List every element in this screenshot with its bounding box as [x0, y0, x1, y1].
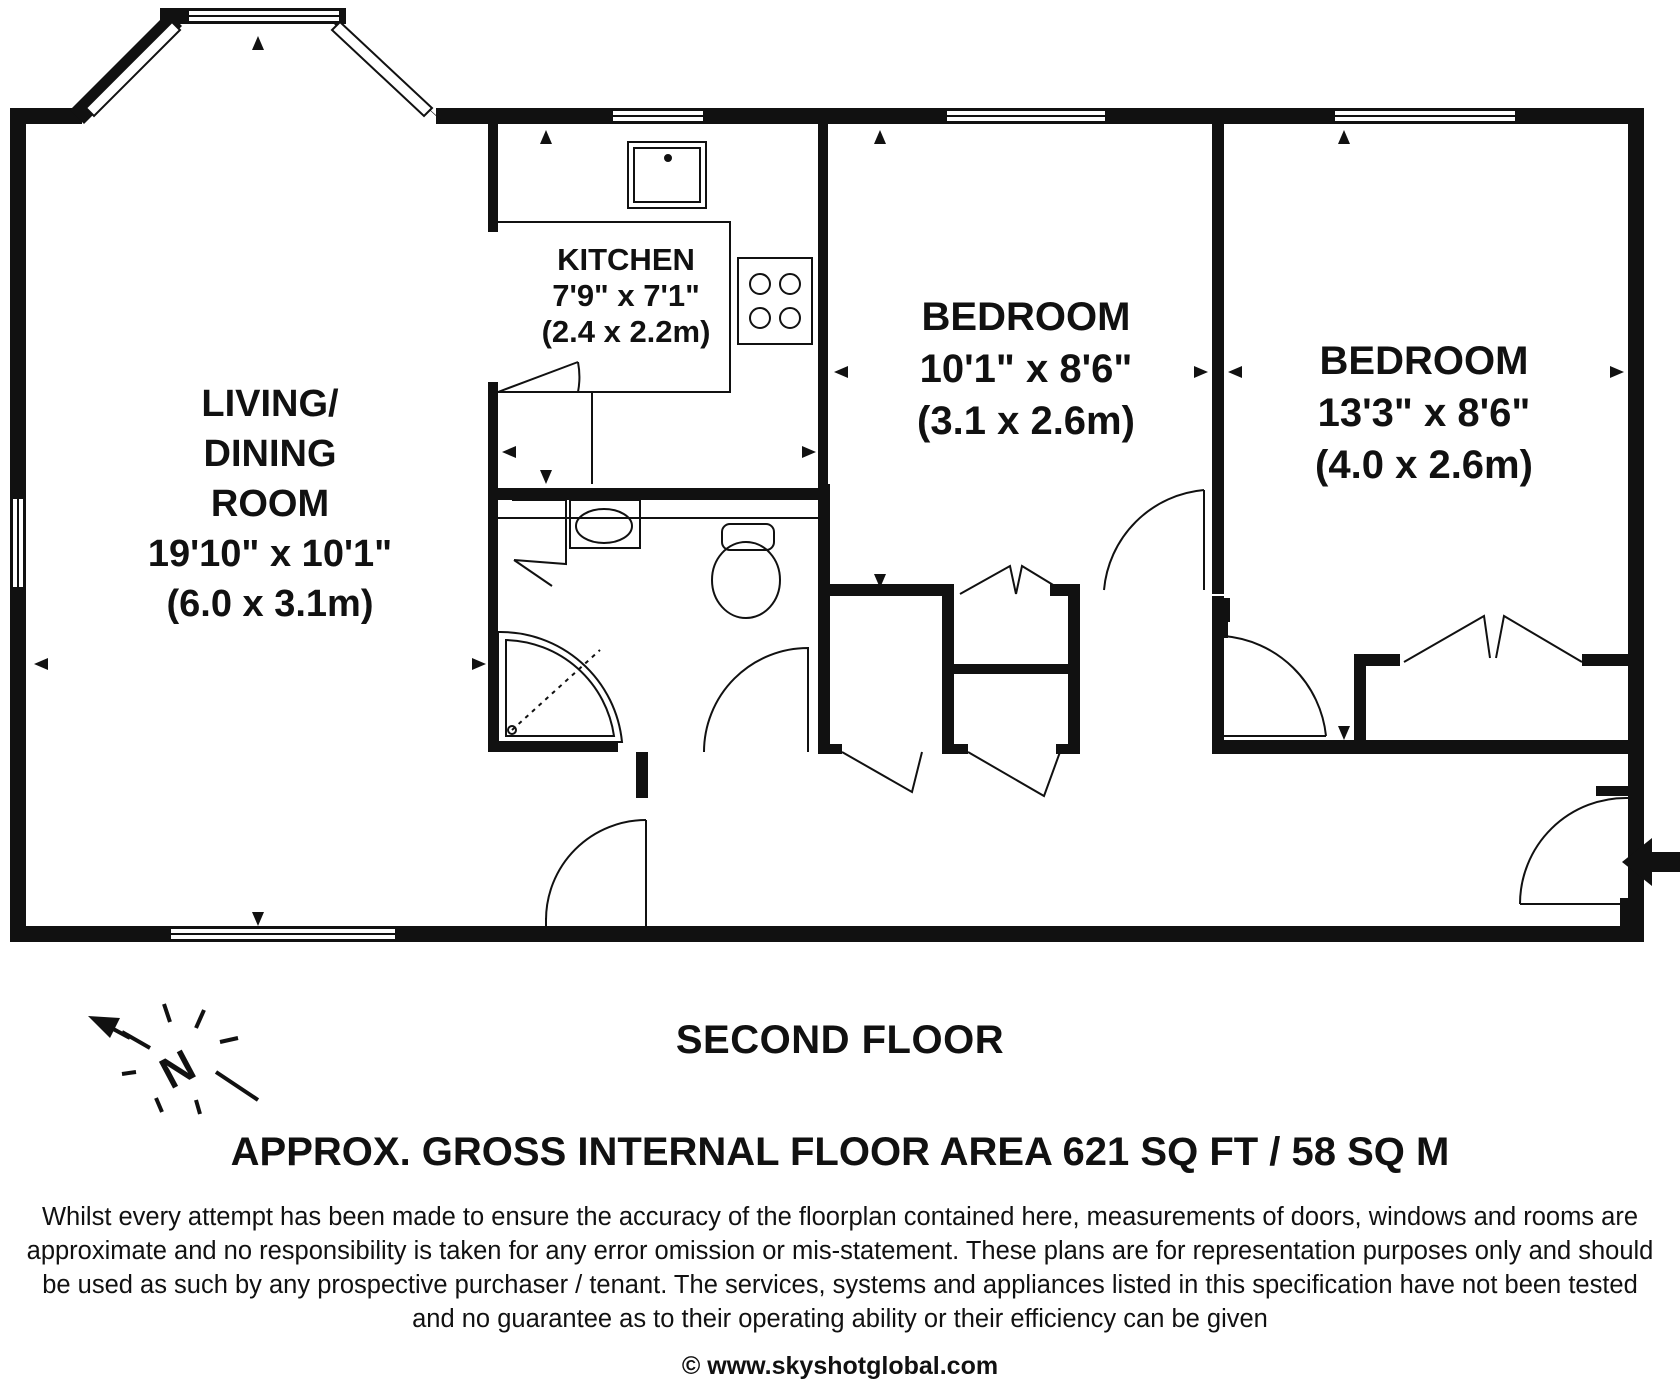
bedroom1-dims-imperial: 10'1" x 8'6": [919, 347, 1133, 391]
kitchen-name: KITCHEN: [557, 242, 695, 277]
windows: [12, 10, 1516, 940]
room-label-living: [148, 383, 392, 625]
bedroom1-dims-metric: (3.1 x 2.6m): [917, 399, 1135, 443]
floor-title: SECOND FLOOR: [675, 1018, 1005, 1062]
room-label-bedroom2: [1315, 339, 1533, 487]
living-line3: ROOM: [210, 483, 330, 525]
hob-icon: [738, 258, 812, 344]
compass-label: N: [152, 1040, 204, 1099]
room-label-bedroom1: [917, 295, 1135, 443]
toilet-icon: [712, 524, 780, 618]
living-dims-imperial: 19'10" x 10'1": [147, 533, 393, 575]
sink-icon: [628, 142, 706, 208]
bedroom2-dims-metric: (4.0 x 2.6m): [1315, 443, 1533, 487]
copyright-link[interactable]: © www.skyshotglobal.com: [681, 1352, 999, 1380]
kitchen-dims-imperial: 7'9" x 7'1": [552, 278, 700, 313]
bedroom2-dims-imperial: 13'3" x 8'6": [1317, 391, 1531, 435]
shower-icon: [498, 632, 622, 742]
kitchen-dims-metric: (2.4 x 2.2m): [541, 314, 711, 349]
disclaimer-text: Whilst every attempt has been made to ensure the accuracy of the floorplan contained here, measurements of doors, windows and rooms are approximate and no responsibility is taken for any error omission or mis-statement. These plans are for representation purposes only and should be used as such by any prospective purchaser / tenant. The services, systems and appliances listed in this specification have not been tested and no guarantee as to their operating ability or their efficiency can be given: [26, 1203, 1654, 1333]
bedroom1-name: BEDROOM: [921, 295, 1131, 339]
kitchen-worktop: [498, 142, 812, 484]
living-line2: DINING: [203, 433, 337, 475]
bathroom-fixtures: [498, 500, 828, 752]
bedroom2-name: BEDROOM: [1319, 339, 1529, 383]
living-line1: LIVING/: [201, 383, 339, 425]
basin-icon: [570, 500, 640, 548]
door-swings: [546, 490, 1628, 926]
room-label-kitchen: [542, 242, 711, 349]
floor-area: APPROX. GROSS INTERNAL FLOOR AREA 621 SQ FT / 58 SQ M: [230, 1130, 1450, 1174]
living-dims-metric: (6.0 x 3.1m): [166, 583, 374, 625]
